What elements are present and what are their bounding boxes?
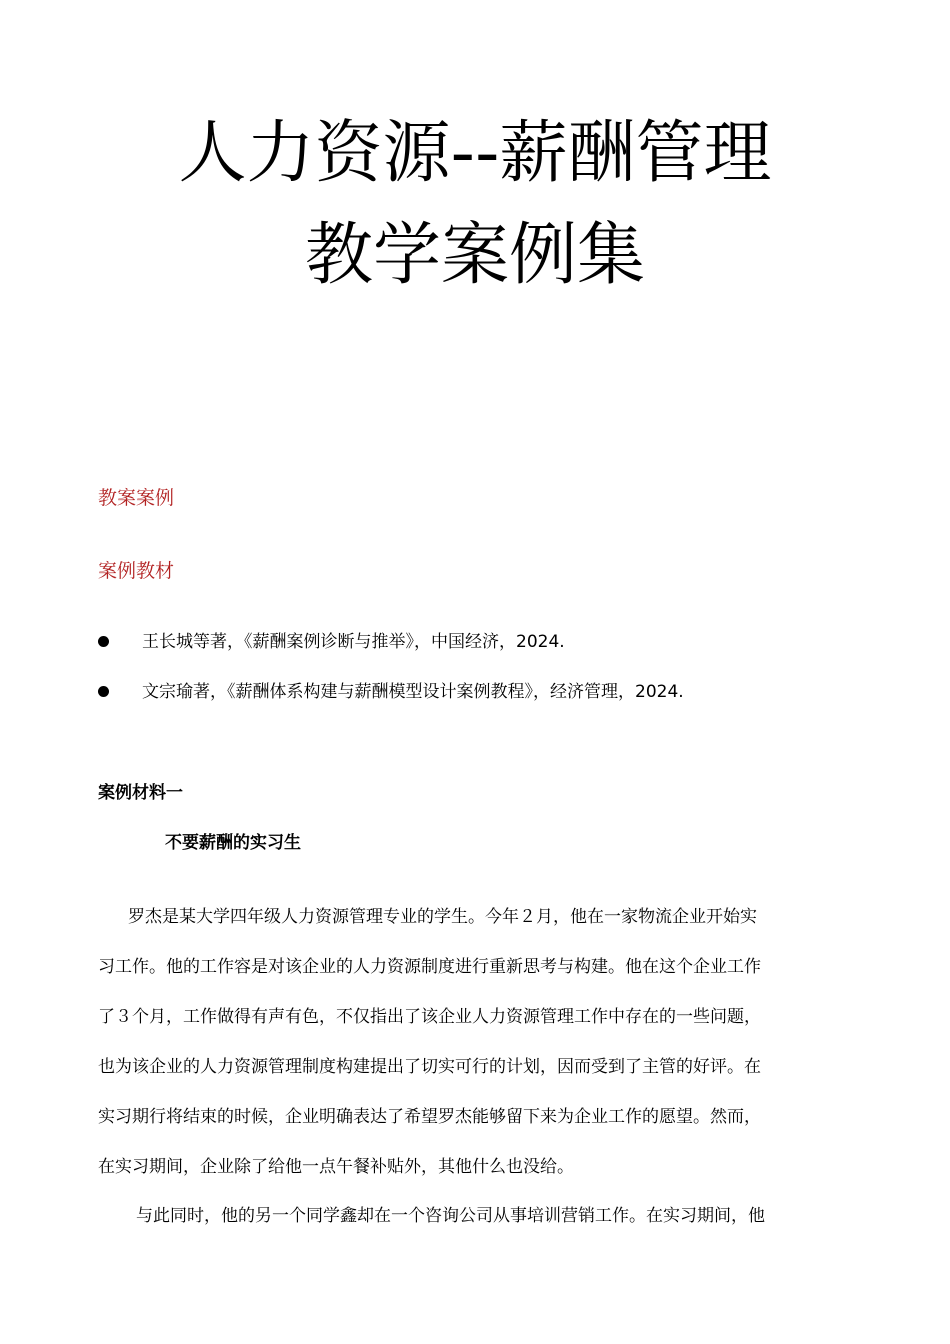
paragraph-line: 在实习期间，企业除了给他一点午餐补贴外，其他什么也没给。 — [98, 1157, 574, 1177]
case-paragraph-1 — [98, 892, 850, 1192]
reference-text: 王长城等著，《薪酬案例诊断与推举》，中国经济，2024. — [142, 632, 565, 652]
case-subtitle: 不要薪酬的实习生 — [165, 833, 301, 853]
paragraph-line: 实习期行将结束的时候，企业明确表达了希望罗杰能够留下来为企业工作的愿望。然而， — [98, 1107, 761, 1127]
bullet-icon — [98, 636, 109, 647]
paragraph-line: 罗杰是某大学四年级人力资源管理专业的学生。今年２月，他在一家物流企业开始实 — [128, 907, 757, 927]
section-heading-teaching-cases: 教案案例 — [98, 487, 175, 509]
paragraph-line: 也为该企业的人力资源管理制度构建提出了切实可行的计划，因而受到了主管的好评。在 — [98, 1057, 761, 1077]
paragraph-line: 与此同时，他的另一个同学鑫却在一个咨询公司从事培训营销工作。在实习期间，他 — [136, 1206, 765, 1226]
bullet-icon — [98, 686, 109, 697]
reference-text: 文宗瑜著，《薪酬体系构建与薪酬模型设计案例教程》，经济管理，2024. — [142, 682, 684, 702]
document-title-line-1: 人力资源--薪酬管理 — [178, 114, 772, 193]
section-heading-case-textbooks: 案例教材 — [98, 560, 175, 582]
case-paragraph-2 — [98, 1191, 850, 1241]
paragraph-line: 了３个月，工作做得有声有色，不仅指出了该企业人力资源管理工作中存在的一些问题， — [98, 1007, 761, 1027]
paragraph-line: 习工作。他的工作容是对该企业的人力资源制度进行重新思考与构建。他在这个企业工作 — [98, 957, 761, 977]
document-title-line-2: 教学案例集 — [304, 216, 645, 295]
case-material-heading: 案例材料一 — [98, 783, 183, 803]
